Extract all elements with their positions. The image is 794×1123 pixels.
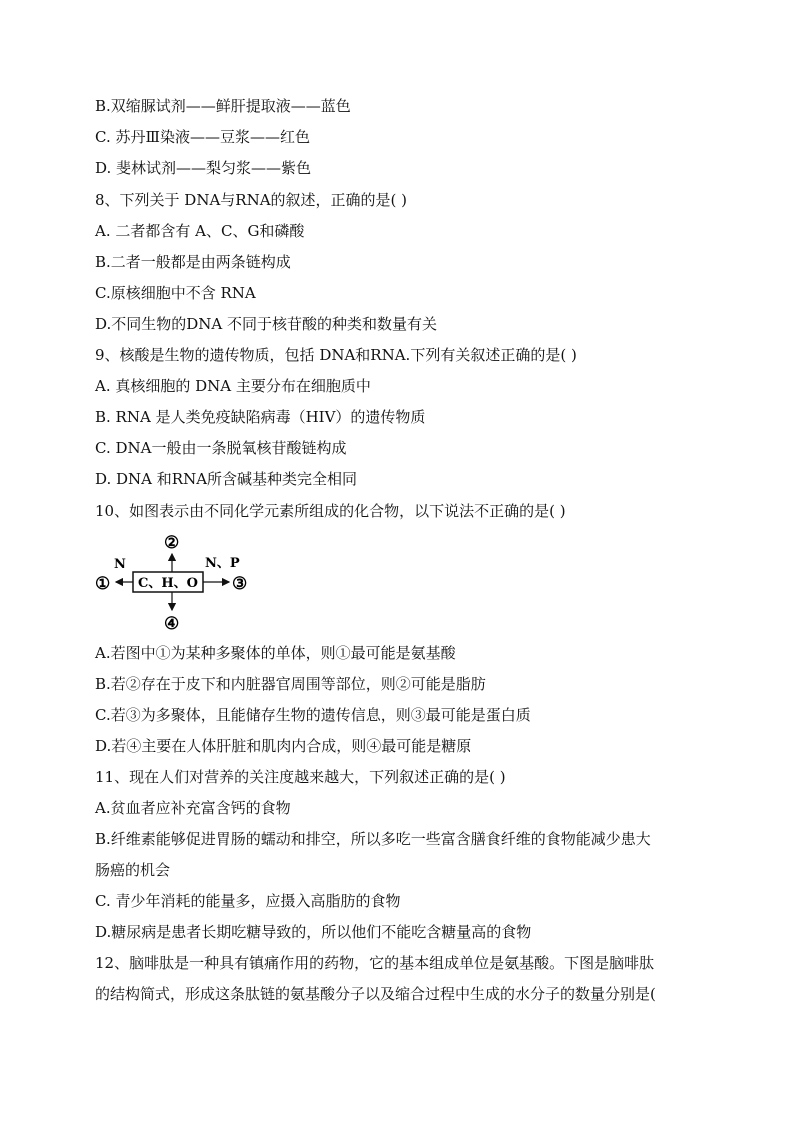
q9-option-a: A. 真核细胞的 DNA 主要分布在细胞质中 (95, 377, 371, 395)
line-b-biuret: B.双缩脲试剂——鲜肝提取液——蓝色 (95, 97, 351, 115)
q11-option-c: C. 青少年消耗的能量多，应摄入高脂肪的食物 (95, 892, 401, 910)
node-4: ④ (164, 614, 180, 634)
compound-diagram (92, 530, 262, 635)
node-1: ① (95, 574, 111, 594)
q8-option-c: C.原核细胞中不含 RNA (95, 284, 256, 302)
question-11: 11、现在人们对营养的关注度越来越大，下列叙述正确的是( ) (95, 768, 506, 786)
node-3: ③ (232, 574, 248, 594)
label-np: N、P (205, 556, 240, 571)
q11-option-b: B.纤维素能够促进胃肠的蠕动和排空，所以多吃一些富含膳食纤维的食物能减少患大 (95, 830, 651, 848)
q10-option-c: C.若③为多聚体，且能储存生物的遗传信息，则③最可能是蛋白质 (95, 706, 531, 724)
question-12: 12、脑啡肽是一种具有镇痛作用的药物，它的基本组成单位是氨基酸。下图是脑啡肽 (95, 954, 655, 972)
question-8: 8、下列关于 DNA与RNA的叙述，正确的是( ) (95, 191, 408, 209)
q11-option-b-cont: 肠癌的机会 (95, 861, 171, 879)
q9-option-b: B. RNA 是人类免疫缺陷病毒（HIV）的遗传物质 (95, 408, 426, 426)
q10-option-d: D.若④主要在人体肝脏和肌肉内合成，则④最可能是糖原 (95, 737, 472, 755)
q11-option-a: A.贫血者应补充富含钙的食物 (95, 799, 291, 817)
node-2: ② (164, 533, 180, 553)
line-c-sudan: C. 苏丹Ⅲ染液——豆浆——红色 (95, 128, 310, 146)
question-10: 10、如图表示由不同化学元素所组成的化合物，以下说法不正确的是( ) (95, 502, 566, 520)
label-n: N (114, 557, 126, 572)
question-9: 9、核酸是生物的遗传物质，包括 DNA和RNA.下列有关叙述正确的是( ) (95, 346, 577, 364)
q10-option-a: A.若图中①为某种多聚体的单体，则①最可能是氨基酸 (95, 644, 456, 662)
q9-option-c: C. DNA一般由一条脱氧核苷酸链构成 (95, 439, 347, 457)
q8-option-a: A. 二者都含有 A、C、G和磷酸 (95, 222, 305, 240)
q8-option-d: D.不同生物的DNA 不同于核苷酸的种类和数量有关 (95, 315, 438, 333)
q11-option-d: D.糖尿病是患者长期吃糖导致的，所以他们不能吃含糖量高的食物 (95, 923, 532, 941)
q8-option-b: B.二者一般都是由两条链构成 (95, 253, 291, 271)
center-label: C、H、O (138, 576, 198, 591)
line-d-fehling: D. 斐林试剂——梨匀浆——紫色 (95, 159, 312, 177)
q10-option-b: B.若②存在于皮下和内脏器官周围等部位，则②可能是脂肪 (95, 675, 486, 693)
q9-option-d: D. DNA 和RNA所含碱基种类完全相同 (95, 470, 358, 488)
question-12-cont: 的结构简式，形成这条肽链的氨基酸分子以及缩合过程中生成的水分子的数量分别是( (95, 985, 656, 1003)
